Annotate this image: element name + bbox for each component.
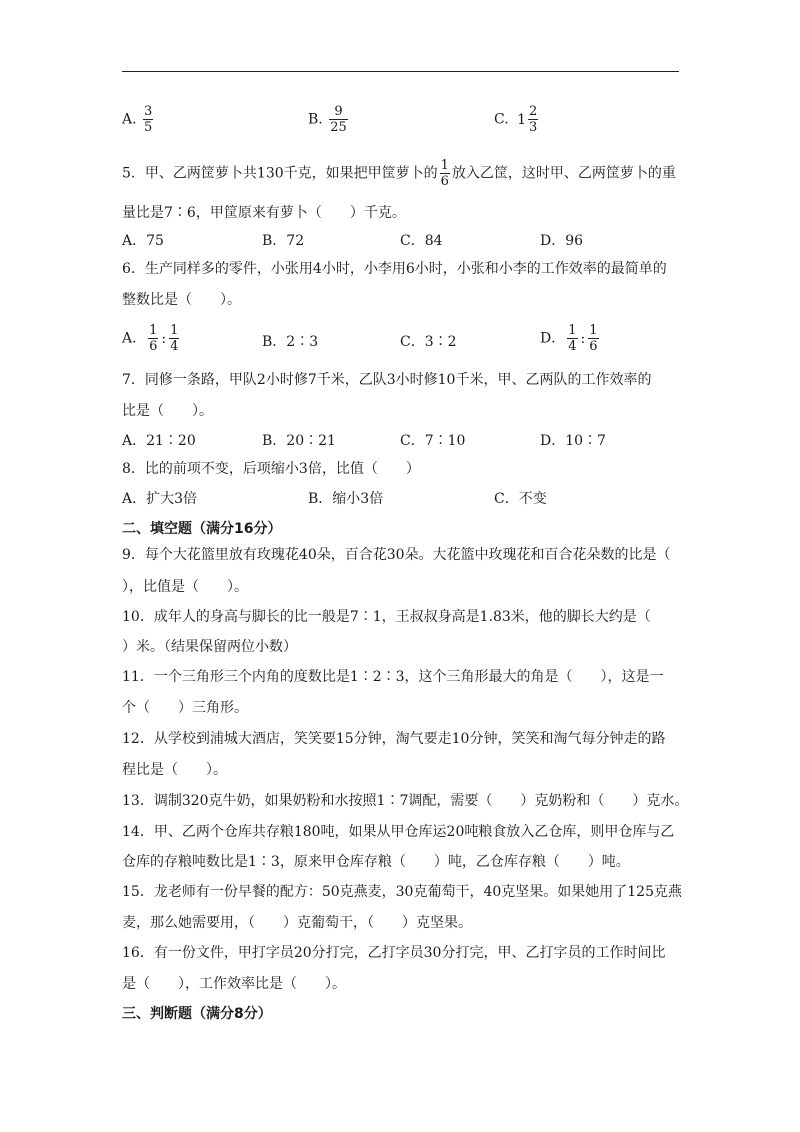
q10-line1: 10．成年人的身高与脚长的比一般是7∶1，王叔叔身高是1.83米，他的脚长大约是（ — [122, 609, 651, 625]
q9-line1: 9．每个大花篮里放有玫瑰花40朵，百合花30朵。大花篮中玫瑰花和百合花朵数的比是（ — [122, 547, 671, 563]
q5-line2: 量比是7∶6，甲筐原来有萝卜（ ）千克。 — [122, 205, 406, 221]
header-rule — [122, 71, 679, 72]
fraction: $\frac{3}{5}$ — [144, 104, 153, 135]
q6-option-b: B．2∶3 — [262, 334, 319, 350]
q4-option-b: B. $\frac{9}{25}$ — [308, 104, 347, 135]
q8-line1: 8．比的前项不变，后项缩小3倍，比值（ ） — [122, 461, 420, 477]
q7-option-a: A．21∶20 — [122, 433, 196, 449]
q11-line2: 个（ ）三角形。 — [122, 700, 248, 716]
q5-option-c: C．84 — [400, 233, 443, 249]
fraction: $\frac{1}{4}$ — [568, 323, 577, 354]
fraction: $\frac{1}{4}$ — [170, 323, 179, 354]
q16-line1: 16．有一份文件，甲打字员20分打完，乙打字员30分打完，甲、乙打字员的工作时间比 — [122, 945, 666, 961]
q7-option-c: C．7∶10 — [400, 433, 466, 449]
q15-line2: 麦，那么她需要用，（ ）克葡萄干，（ ）克坚果。 — [122, 915, 472, 931]
q7-option-d: D．10∶7 — [540, 433, 606, 449]
fraction: $\frac{1}{6}$ — [440, 158, 449, 189]
q16-line2: 是（ ），工作效率比是（ ）。 — [122, 976, 346, 992]
q14-line1: 14．甲、乙两个仓库共存粮180吨，如果从甲仓库运20吨粮食放入乙仓库，则甲仓库与乙 — [122, 824, 675, 840]
section-heading-fill-in: 二、填空题（满分16分） — [122, 521, 282, 537]
q10-line2: ）米。（结果保留两位小数） — [122, 639, 297, 655]
q11-line1: 11．一个三角形三个内角的度数比是1∶2∶3，这个三角形最大的角是（ ），这是一 — [122, 669, 664, 685]
q6-line2: 整数比是（ ）。 — [122, 292, 241, 308]
q7-option-b: B．20∶21 — [262, 433, 336, 449]
q4-option-c: C. 1 $\frac{2}{3}$ — [494, 104, 538, 135]
q5-option-b: B．72 — [262, 233, 305, 249]
q9-line2: ），比值是（ ）。 — [122, 579, 248, 595]
q14-line2: 仓库的存粮吨数比是1∶3，原来甲仓库存粮（ ）吨，乙仓库存粮（ ）吨。 — [122, 854, 630, 870]
fraction: $\frac{2}{3}$ — [529, 104, 538, 135]
q8-option-a: A．扩大3倍 — [122, 491, 198, 507]
q13-line1: 13．调制320克牛奶，如果奶粉和水按照1∶7调配，需要（ ）克奶粉和（ ）克水。 — [122, 793, 689, 809]
q15-line1: 15．龙老师有一份早餐的配方：50克燕麦，30克葡萄干，40克坚果。如果她用了125克燕 — [122, 884, 682, 900]
q5-option-d: D．96 — [540, 233, 584, 249]
q4-option-a: A. $\frac{3}{5}$ — [122, 104, 153, 135]
q6-option-d: D． $\frac{1}{4}$ : $\frac{1}{6}$ — [540, 323, 598, 354]
q6-option-c: C．3∶2 — [400, 334, 457, 350]
q6-line1: 6．生产同样多的零件，小张用4小时，小李用6小时，小张和小李的工作效率的最简单的 — [122, 261, 667, 277]
q12-line1: 12．从学校到浦城大酒店，笑笑要15分钟，淘气要走10分钟，笑笑和淘气每分钟走的路 — [122, 731, 666, 747]
q6-option-a: A． $\frac{1}{6}$ : $\frac{1}{4}$ — [122, 323, 179, 354]
q8-option-c: C．不变 — [494, 491, 547, 507]
fraction: $\frac{9}{25}$ — [330, 104, 347, 135]
fraction: $\frac{1}{6}$ — [589, 323, 598, 354]
q5-line1: 5．甲、乙两筐萝卜共130千克，如果把甲筐萝卜的 $\frac{1}{6}$ 放入乙筐，这时甲、乙两筐萝卜的重 — [122, 158, 676, 189]
q5-option-a: A．75 — [122, 233, 164, 249]
q12-line2: 程比是（ ）。 — [122, 762, 227, 778]
section-heading-true-false: 三、判断题（满分8分） — [122, 1006, 272, 1022]
q7-line2: 比是（ ）。 — [122, 403, 213, 419]
q8-option-b: B．缩小3倍 — [308, 491, 384, 507]
q7-line1: 7．同修一条路，甲队2小时修7千米，乙队3小时修10千米，甲、乙两队的工作效率的 — [122, 372, 652, 388]
fraction: $\frac{1}{6}$ — [149, 323, 158, 354]
